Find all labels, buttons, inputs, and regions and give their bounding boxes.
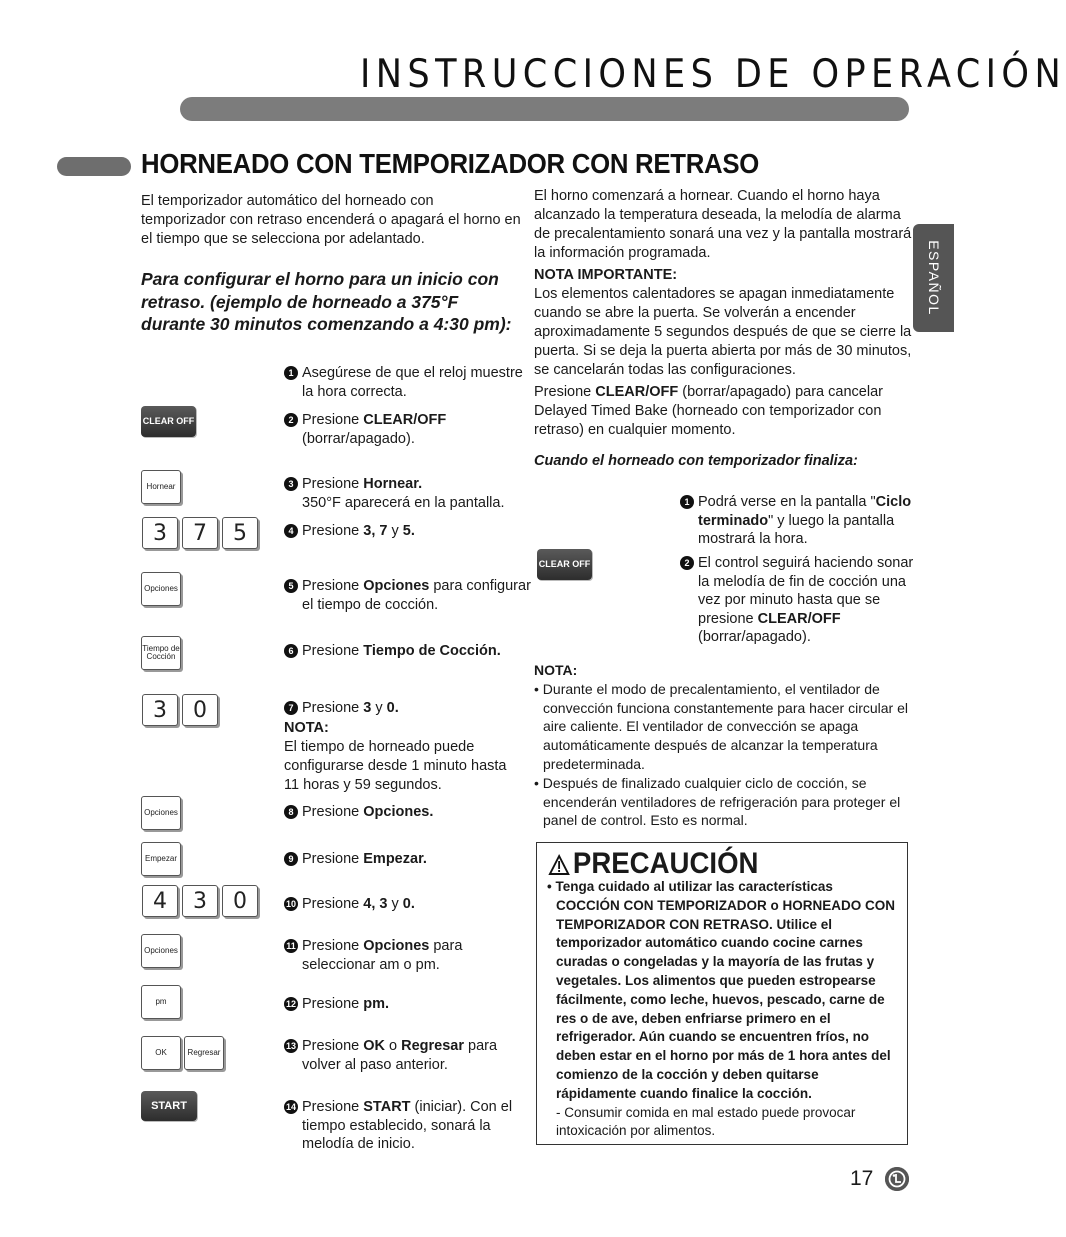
step-text: (iniciar). Con el tiempo establecido, sonará la melodía de inicio. [302,1099,513,1152]
step-2 [284,411,537,448]
warning-icon [549,855,569,875]
step-6 [284,642,537,661]
digit-button: 0 [182,694,218,726]
precaution-bullet: • Tenga cuidado al utilizar las características COCCIÓN CON TEMPORIZADOR o HORNEADO CON TEMPORIZADOR CON RETRASO. Utilice el temporizador automático cuando cocine carnes curadas o congeladas y la mayoría de las frutas y vegetales. Los alimentos que pueden estropearse fácilmente, como leche, huevos, pescado, carne de res o de ave, deben enfriarse primero en el refrigerador. Aún cuando se encuentren fríos, no deben estar en el horno por más de 1 hora antes del comienzo de la cocción y deben quitarse rápidamente cuando finalice la cocción. [547,879,895,1101]
step-text: El control seguirá haciendo sonar la melodía de fin de cocción una vez por minuto hasta que se presione [698,555,914,627]
step-7 [284,699,537,718]
finish-heading: Cuando el horneado con temporizador finaliza: [534,453,858,469]
step-number: 14 [285,1102,296,1112]
header-bar [180,97,909,121]
cancel-text: Presione [534,384,596,400]
step-text: Asegúrese de que el reloj muestre la hora correcta. [302,365,523,400]
finish-step-2 [680,554,923,647]
step-bold: Empezar. [363,851,427,867]
hornear-button: Hornear [141,470,181,504]
step-bold: 0. [402,896,415,912]
step-7-note [284,719,519,795]
step-number: 2 [680,556,694,570]
step-13 [284,1037,537,1074]
precaution-body [547,878,899,1141]
lg-logo-icon [885,1167,909,1191]
step-text: (borrar/apagado). [698,629,811,645]
step-number: 6 [284,644,298,658]
step-text: 350°F aparecerá en la pantalla. [302,494,505,511]
step-11 [284,937,537,974]
step-bold: OK [363,1038,386,1054]
opciones-button: Opciones [141,934,181,968]
step-1 [284,364,537,401]
nota-bullet-text: Durante el modo de precalentamiento, el ventilador de convección funciona constantemente para hacer circular el aire caliente. El ventilador de convección se apaga automáticamente después de alcanzar la temperatura predeterminada. [542,680,908,772]
step-text: (borrar/apagado). [302,430,415,447]
digit-button: 5 [222,517,258,549]
note-text: El tiempo de horneado puede configurarse desde 1 minuto hasta 11 horas y 59 segundos. [284,739,507,793]
tiempo-coccion-button: Tiempo de Cocción [141,636,181,670]
precaution-bold-text: Tenga cuidado al utilizar las características COCCIÓN CON TEMPORIZADOR o HORNEADO CON TEMPORIZADOR CON RETRASO. Utilice el temporizador automático cuando cocine carnes curadas o congeladas y la mayoría de las frutas y vegetales. Los alimentos que pueden estropearse fácilmente, como leche, huevos, pescado, carne de res o de ave, deben enfriarse primero en el refrigerador. Aún cuando se encuentren fríos, no deben estar en el horno por más de 1 hora antes del comienzo de la cocción y deben quitarse rápidamente cuando finalice la cocción. [555,879,895,1101]
step-text: Presione [302,476,364,492]
section-pill [57,157,131,176]
start-button: START [141,1091,197,1121]
digit-button: 3 [182,885,218,917]
nota-label: NOTA: [534,662,578,678]
step-number: 1 [680,495,694,509]
step-bold: Opciones [363,938,430,954]
nota-block [534,661,912,830]
step-9 [284,850,537,869]
language-tab [913,224,954,332]
cancel-bold: CLEAR/OFF [595,384,679,400]
step-text: Presione [302,578,364,594]
step-text: o [385,1038,402,1054]
step-text: para configurar el tiempo de cocción. [302,578,531,613]
step-text: Presione [302,1038,364,1054]
step-number: 8 [284,805,298,819]
step-text: Presione [302,938,364,954]
precaution-sub: - Consumir comida en mal estado puede provocar intoxicación por alimentos. [556,1104,856,1139]
step-number: 9 [284,852,298,866]
step-text: Presione [302,523,364,539]
step-bold: START [363,1099,411,1115]
cancel-text: (borrar/apagado) para cancelar Delayed Timed Bake (horneado con temporizador con retraso) en cualquier momento. [534,384,883,438]
nota-bullet-text: Después de finalizado cualquier ciclo de cocción, se encenderán ventiladores de refrigeración para proteger el panel de control. Esto es normal. [542,774,901,829]
step-12 [284,995,537,1014]
nota-bullet: • Después de finalizado cualquier ciclo de cocción, se encenderán ventiladores de refrigeración para proteger el panel de control. Esto es normal. [534,774,901,829]
digit-button: 4 [142,885,178,917]
step-text: Presione [302,851,364,867]
clear-off-button: CLEAR OFF [537,549,592,580]
nota-importante [534,266,912,380]
step-number: 3 [284,477,298,491]
step-number: 1 [284,366,298,380]
step-number: 13 [285,1041,296,1051]
step-14 [284,1098,537,1154]
step-text: y [387,896,403,912]
step-bold: Ciclo terminado [698,494,912,529]
intro-text: El temporizador automático del horneado con temporizador con retraso encenderá o apagará el horno en el tiempo que se selecciona por adelantado. [141,193,521,247]
note-label: NOTA: [284,720,329,736]
precaution-box [536,842,908,1145]
step-text: Presione [302,896,364,912]
step-bold: 4, 3 [363,896,388,912]
step-text: Presione [302,804,364,820]
step-number: 2 [284,413,298,427]
step-text: Presione [302,996,364,1012]
step-bold: pm. [363,996,390,1012]
finish-step-1 [680,493,923,549]
step-bold: Hornear. [363,476,423,492]
step-bold: CLEAR/OFF [757,610,841,627]
step-bold: 3 [363,700,372,716]
step-text: y [387,523,403,539]
nota-importante-text: Los elementos calentadores se apagan inmediatamente cuando se abre la puerta. Se volverán a encender aproximadamente 5 segundos después de que se cierre la puerta. Si se deja la puerta abierta por más de 30 minutos, se cancelarán todas las configuraciones. [534,286,912,378]
step-bold: Opciones. [363,804,434,820]
empezar-button: Empezar [141,842,181,876]
step-text: para seleccionar am o pm. [302,938,463,973]
page-number: 17 [850,1167,874,1190]
step-number: 10 [285,899,296,909]
step-text: Presione [302,700,364,716]
cancel-paragraph [534,383,912,440]
step-text: Presione [302,1099,364,1115]
regresar-button: Regresar [184,1036,224,1070]
step-bold: Tiempo de Cocción. [363,643,501,659]
step-bold: 0. [386,700,399,716]
nota-importante-label: NOTA IMPORTANTE: [534,267,678,283]
step-4 [284,522,537,541]
step-3 [284,475,537,512]
step-number: 12 [285,999,296,1009]
step-bold: CLEAR/OFF [363,412,447,428]
step-number: 7 [284,701,298,715]
section-title: HORNEADO CON TEMPORIZADOR CON RETRASO [141,148,760,179]
right-paragraph-1: El horno comenzará a hornear. Cuando el horno haya alcanzado la temperatura deseada, la melodía de alarma de precalentamiento sonará una vez y la pantalla mostrará la información programada. [534,188,912,261]
pm-button: pm [141,985,181,1019]
digit-button: 3 [142,694,178,726]
opciones-button: Opciones [141,572,181,606]
example-subhead: Para configurar el horno para un inicio con retraso. (ejemplo de horneado a 375°F durante 30 minutos comenzando a 4:30 pm): [141,269,512,334]
digit-button: 7 [182,517,218,549]
page-header-title: INSTRUCCIONES DE OPERACIÓN [360,52,1066,97]
clear-off-button: CLEAR OFF [141,406,196,437]
step-bold: 5. [402,523,415,539]
step-text: para volver al paso anterior. [302,1038,498,1073]
step-text: Podrá verse en la pantalla " [698,494,876,510]
step-number: 4 [284,524,298,538]
step-10 [284,895,537,914]
step-number: 11 [284,939,298,953]
precaution-title-text: PRECAUCIÓN [572,847,759,880]
step-text: Presione [302,412,364,428]
step-text: Presione [302,643,364,659]
step-8 [284,803,537,822]
step-number: 5 [284,579,298,593]
opciones-button: Opciones [141,796,181,830]
digit-button: 3 [142,517,178,549]
digit-button: 0 [222,885,258,917]
step-bold: Regresar [401,1038,465,1054]
ok-button: OK [141,1036,181,1070]
step-text: " y luego la pantalla mostrará la hora. [698,512,895,547]
step-bold: 3, 7 [363,523,388,539]
step-text: y [371,700,387,716]
step-5 [284,577,537,614]
language-tab-label: ESPAÑOL [925,240,942,316]
step-bold: Opciones [363,578,430,594]
nota-bullet: • Durante el modo de precalentamiento, el ventilador de convección funciona constantemente para hacer circular el aire caliente. El ventilador de convección se apaga automáticamente después de alcanzar la temperatura predeterminada. [534,680,908,772]
precaution-title [549,847,758,881]
